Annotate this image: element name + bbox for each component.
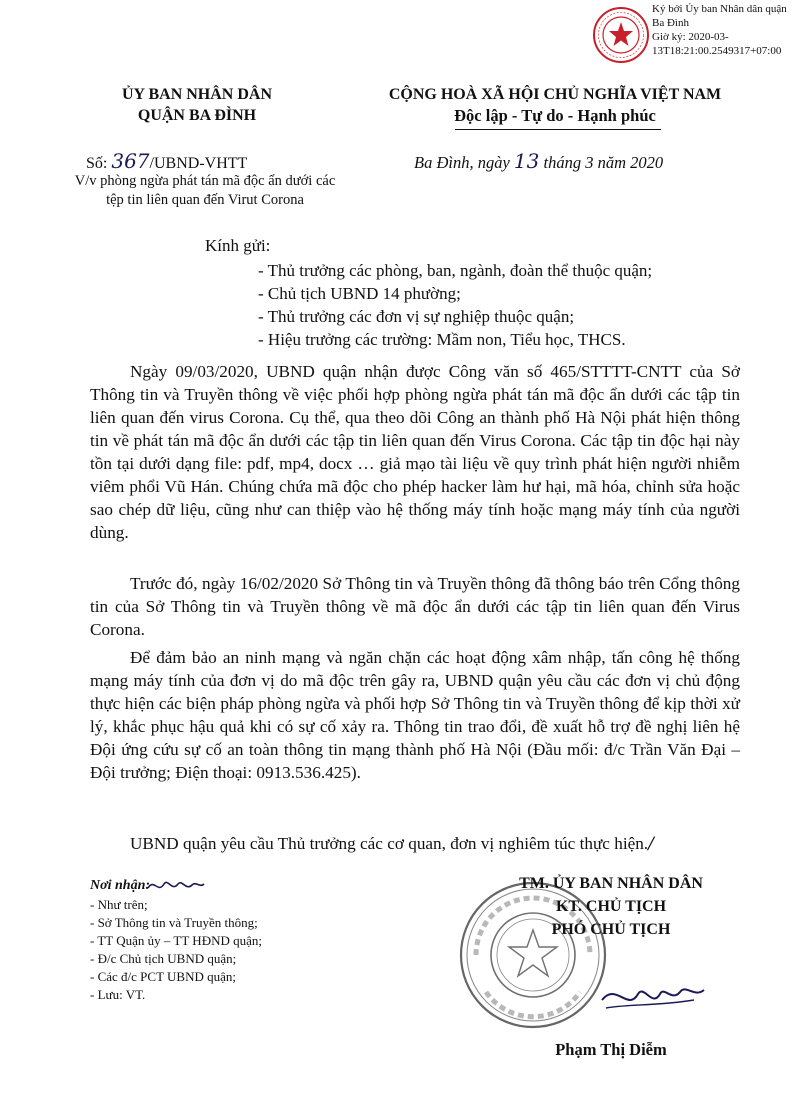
issuing-organization: [66, 84, 328, 126]
national-title: [370, 84, 740, 126]
recipient-item: - Chủ tịch UBND 14 phường;: [258, 284, 461, 303]
signer-line-1: TM. ỦY BAN NHÂN DÂN: [519, 875, 703, 892]
date-prefix: Ba Đình, ngày: [414, 153, 510, 172]
doc-no-handwritten: 367: [111, 149, 150, 173]
distribution-item: - Các đ/c PCT UBND quận;: [90, 969, 236, 984]
closing-sentence: UBND quận yêu cầu Thủ trưởng các cơ quan, đơn vị nghiêm túc thực hiện.: [130, 834, 649, 853]
end-mark: /: [648, 834, 654, 854]
recipients-list: [258, 259, 652, 351]
subject-line-2: tệp tin liên quan đến Virut Corona: [106, 192, 304, 208]
signer-name: Phạm Thị Diễm: [555, 1040, 667, 1059]
subject-line-1: V/v phòng ngừa phát tán mã độc ẩn dưới các: [74, 173, 336, 189]
org-line-1: ỦY BAN NHÂN DÂN: [121, 86, 273, 103]
recipients-label: Kính gửi:: [205, 236, 271, 255]
motto-underline: [455, 129, 661, 130]
signature-line-4: 13T18:21:00.2549317+07:00: [652, 45, 782, 57]
distribution-title: Nơi nhận:: [90, 878, 151, 893]
signature-line-2: Ba Đình: [652, 17, 689, 29]
signer-line-2: KT. CHỦ TỊCH: [555, 898, 667, 915]
distribution-item: - Lưu: VT.: [90, 987, 146, 1002]
digital-signature-seal: [592, 6, 650, 64]
doc-no-suffix: /UBND-VHTT: [149, 155, 248, 172]
signature-line-1: Ký bởi Ủy ban Nhân dân quận: [652, 3, 787, 15]
org-line-2: QUẬN BA ĐÌNH: [137, 107, 257, 124]
body-paragraph-2: Trước đó, ngày 16/02/2020 Sở Thông tin và Truyền thông đã thông báo trên Cổng thông tin của Sở Thông tin và Truyền thông về mã độc ẩn dưới các tập tin liên quan đến Virus Corona.: [90, 574, 740, 639]
handwritten-initial: [146, 876, 206, 896]
distribution-item: - TT Quận ủy – TT HĐND quận;: [90, 933, 262, 948]
signature-line-3: Giờ ký: 2020-03-: [652, 31, 729, 43]
signer-block: [476, 872, 746, 941]
document-number: [86, 149, 247, 173]
distribution-list: [90, 896, 262, 1004]
date-day-handwritten: 13: [513, 149, 540, 173]
document-date: [414, 149, 663, 173]
recipient-item: - Hiệu trưởng các trường: Mầm non, Tiểu học, THCS.: [258, 330, 626, 349]
body-paragraph-3: Để đảm bảo an ninh mạng và ngăn chặn các hoạt động xâm nhập, tấn công hệ thống mạng máy tính của đơn vị do mã độc trên gây ra, UBND quận yêu cầu các đơn vị chủ động thực hiện các biện pháp phòng ngừa và phối hợp Sở Thông tin và Truyền thông để kịp thời xử lý, khắc phục hậu quả khi có sự cố xảy ra. Thông tin trao đổi, đề xuất hỗ trợ đề nghị liên hệ Đội ứng cứu sự cố an toàn thông tin mạng thành phố Hà Nội (Đầu mối: đ/c Trần Văn Đại – Đội trưởng; Điện thoại: 0913.536.425).: [90, 648, 740, 782]
distribution-item: - Sở Thông tin và Truyền thông;: [90, 915, 258, 930]
recipient-item: - Thủ trưởng các đơn vị sự nghiệp thuộc quận;: [258, 307, 575, 326]
body-paragraph-1: Ngày 09/03/2020, UBND quận nhận được Công văn số 465/STTTT-CNTT của Sở Thông tin và Truyền thông về việc phối hợp phòng ngừa phát tán mã độc ẩn dưới các tập tin liên quan đến virus Corona. Cụ thể, qua theo dõi Công an thành phố Hà Nội phát hiện thông tin về phát tán mã độc ẩn dưới các tập tin liên quan đến Virus Corona. Các tập tin độc hại này tồn tại dưới dạng file: pdf, mp4, docx … giả mạo tài liệu về quy trình phát hiện người nhiễm viêm phổi Vũ Hán. Chúng chứa mã độc cho phép hacker làm hư hại, mã hóa, chỉnh sửa hoặc sao chép dữ liệu, cũng như can thiệp vào hệ thống máy tính hoặc mạng máy tính của người dùng.: [90, 362, 740, 542]
body-paragraph-4: [90, 832, 740, 856]
distribution-item: - Như trên;: [90, 897, 148, 912]
date-suffix: tháng 3 năm 2020: [543, 153, 664, 172]
nation-name: CỘNG HOÀ XÃ HỘI CHỦ NGHĨA VIỆT NAM: [388, 86, 722, 103]
doc-no-prefix: Số:: [86, 155, 108, 172]
national-motto: Độc lập - Tự do - Hạnh phúc: [454, 106, 656, 125]
signer-line-3: PHÓ CHỦ TỊCH: [551, 921, 671, 938]
document-subject: [40, 172, 370, 210]
digital-signature-info: [652, 2, 793, 58]
handwritten-signature: [598, 972, 708, 1022]
recipient-item: - Thủ trưởng các phòng, ban, ngành, đoàn thể thuộc quận;: [258, 261, 653, 280]
distribution-item: - Đ/c Chủ tịch UBND quận;: [90, 951, 237, 966]
